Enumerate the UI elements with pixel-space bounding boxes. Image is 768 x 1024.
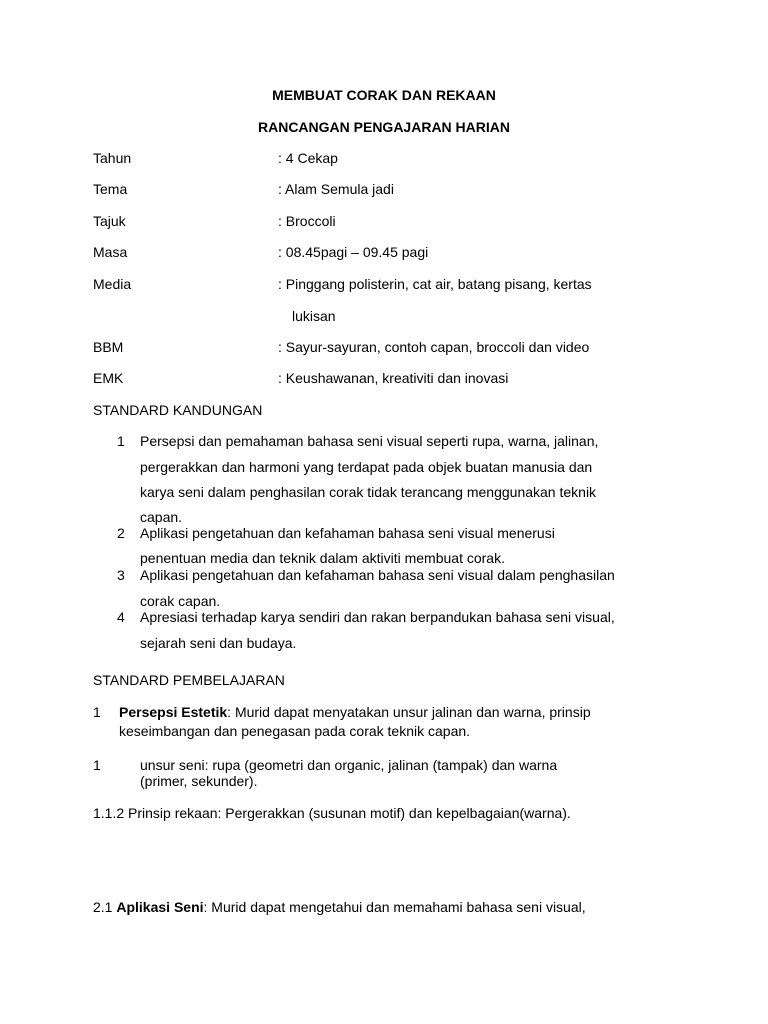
paragraph-persepsi (119, 704, 591, 721)
list-number: 3 (117, 567, 125, 583)
paragraph-text-cont: keseimbangan dan penegasan pada corak teknik capan. (119, 723, 471, 739)
paragraph-text: unsur seni: rupa (geometri dan organic, jalinan (tampak) dan warna (140, 757, 558, 773)
list-item-line: penentuan media dan teknik dalam aktiviti membuat corak. (140, 550, 505, 566)
paragraph-prinsip: 1.1.2 Prinsip rekaan: Pergerakkan (susunan motif) dan kepelbagaian(warna). (93, 805, 571, 821)
list-item-line: corak capan. (140, 593, 221, 609)
field-value-media-cont: lukisan (292, 308, 336, 324)
paragraph-text: : Murid dapat mengetahui dan memahami bahasa seni visual, (203, 899, 586, 915)
field-label-tajuk: Tajuk (93, 213, 126, 229)
paragraph-text-cont: (primer, sekunder). (140, 773, 258, 789)
paragraph-text: : Murid dapat menyatakan unsur jalinan dan warna, prinsip (227, 704, 591, 720)
field-label-media: Media (93, 276, 132, 292)
list-number: 4 (117, 609, 125, 625)
field-label-tema: Tema (93, 181, 128, 197)
list-item-line: karya seni dalam penghasilan corak tidak terancang menggunakan teknik (140, 484, 597, 500)
field-value-bbm: : Sayur-sayuran, contoh capan, broccoli dan video (278, 339, 590, 355)
list-number: 1 (93, 757, 101, 773)
paragraph-aplikasi (93, 899, 586, 916)
bold-term: Aplikasi Seni (116, 899, 204, 915)
list-number: 2 (117, 525, 125, 541)
field-value-media: : Pinggang polisterin, cat air, batang pisang, kertas (278, 276, 592, 292)
field-value-tahun: : 4 Cekap (278, 150, 338, 166)
list-item-line: Aplikasi pengetahuan dan kefahaman bahasa seni visual menerusi (140, 525, 555, 541)
field-value-tajuk: : Broccoli (278, 213, 336, 229)
field-label-masa: Masa (93, 244, 128, 260)
field-label-tahun: Tahun (93, 150, 132, 166)
list-number: 1 (117, 433, 125, 449)
field-value-tema: : Alam Semula jadi (278, 181, 394, 197)
list-number: 1 (93, 704, 101, 720)
document-title: MEMBUAT CORAK DAN REKAAN (272, 87, 496, 103)
list-item-line: Apresiasi terhadap karya sendiri dan rakan berpandukan bahasa seni visual, (140, 609, 615, 625)
field-label-emk: EMK (93, 370, 124, 386)
section-heading-pembelajaran: STANDARD PEMBELAJARAN (93, 672, 285, 688)
field-value-emk: : Keushawanan, kreativiti dan inovasi (278, 370, 509, 386)
list-item-line: capan. (140, 509, 183, 525)
list-item-line: Aplikasi pengetahuan dan kefahaman bahasa seni visual dalam penghasilan (140, 567, 615, 583)
document-subtitle: RANCANGAN PENGAJARAN HARIAN (257, 119, 510, 135)
bold-term: Persepsi Estetik (119, 704, 228, 720)
field-value-masa: : 08.45pagi – 09.45 pagi (278, 244, 429, 260)
list-number: 2.1 (93, 899, 113, 915)
list-item-line: sejarah seni dan budaya. (140, 635, 297, 651)
list-item-line: Persepsi dan pemahaman bahasa seni visual seperti rupa, warna, jalinan, (140, 433, 599, 449)
section-heading-kandungan: STANDARD KANDUNGAN (93, 402, 263, 418)
list-item-line: pergerakkan dan harmoni yang terdapat pada objek buatan manusia dan (140, 459, 593, 475)
field-label-bbm: BBM (93, 339, 124, 355)
